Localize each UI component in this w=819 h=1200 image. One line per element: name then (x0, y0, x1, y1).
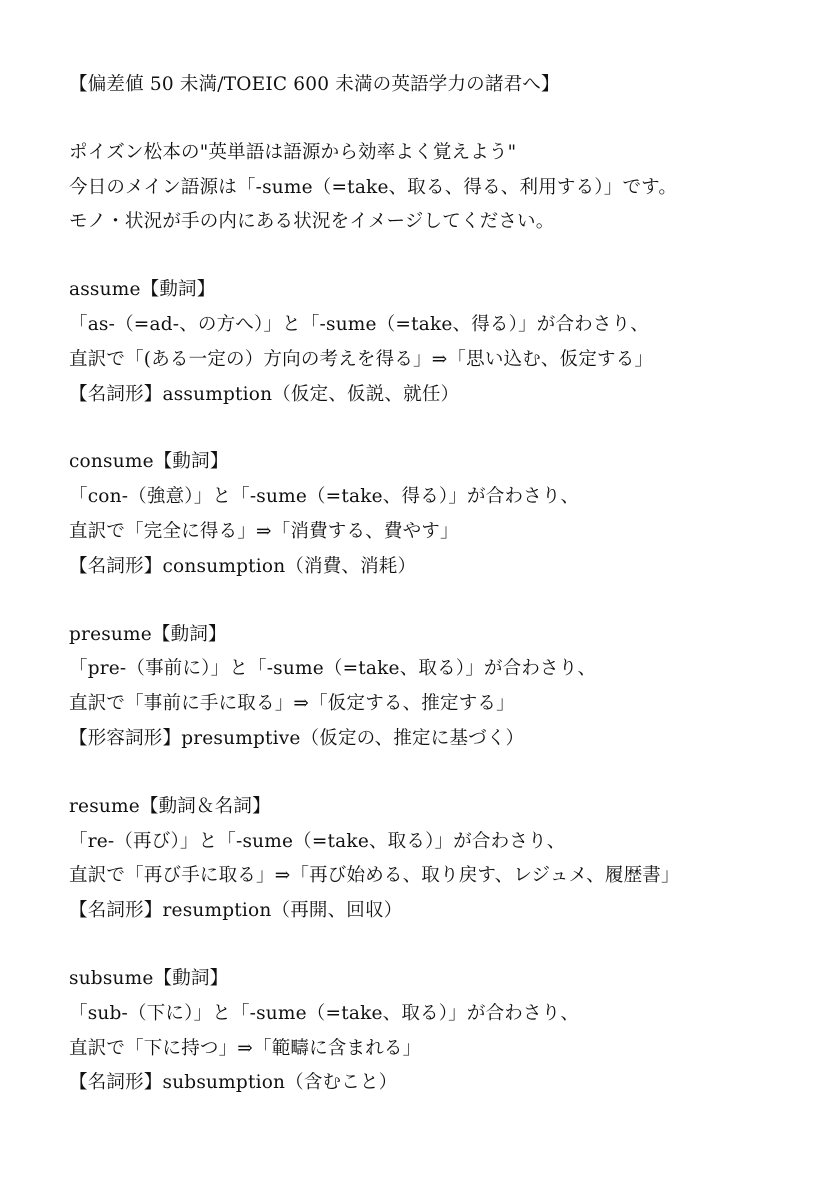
entry-derived-form: 【名詞形】resumption（再開、回収） (69, 900, 403, 922)
entry-subsume (69, 962, 779, 1101)
entry-meaning: 直訳で「再び手に取る」⇒「再び始める、取り戻す、レジュメ、履歴書」 (69, 865, 680, 887)
document-title: 【偏差値 50 未満/TOEIC 600 未満の英語学力の諸君へ】 (69, 74, 560, 95)
entry-etymology: 「re-（再び）」と「-sume（=take、取る）」が合わさり、 (69, 830, 566, 852)
intro-line: モノ・状況が手の内にある状況をイメージしてください。 (69, 211, 555, 233)
entry-derived-form: 【名詞形】consumption（消費、消耗） (69, 555, 417, 577)
entry-headword: resume【動詞＆名詞】 (69, 795, 271, 817)
entry-meaning: 直訳で「下に持つ」⇒「範疇に含まれる」 (69, 1037, 422, 1059)
intro-line: 今日のメイン語源は「-sume（=take、取る、得る、利用する）」です。 (69, 176, 678, 198)
entry-derived-form: 【名詞形】subsumption（含むこと） (69, 1072, 398, 1094)
entry-etymology: 「pre-（事前に）」と「-sume（=take、取る）」が合わさり、 (69, 658, 597, 680)
entry-resume (69, 790, 779, 929)
entry-etymology: 「as-（=ad-、の方へ）」と「-sume（=take、得る）」が合わさり、 (69, 313, 649, 335)
entry-etymology: 「con-（強意）」と「-sume（=take、得る）」が合わさり、 (69, 486, 580, 508)
entry-meaning: 直訳で「事前に手に取る」⇒「仮定する、推定する」 (69, 693, 515, 715)
intro-section (69, 136, 779, 240)
entry-meaning: 直訳で「(ある一定の）方向の考えを得る」⇒「思い込む、仮定する」 (69, 348, 654, 370)
entry-headword: presume【動詞】 (69, 623, 227, 645)
entry-assume (69, 273, 779, 412)
entry-derived-form: 【名詞形】assumption（仮定、仮説、就任） (69, 383, 460, 405)
intro-line: ポイズン松本の"英単語は語源から効率よく覚えよう" (69, 141, 517, 163)
entry-presume (69, 618, 779, 757)
entry-headword: consume【動詞】 (69, 451, 229, 473)
entry-meaning: 直訳で「完全に得る」⇒「消費する、費やす」 (69, 520, 459, 542)
entry-derived-form: 【形容詞形】presumptive（仮定の、推定に基づく） (69, 727, 525, 749)
entry-consume (69, 445, 779, 584)
entry-headword: subsume【動詞】 (69, 967, 229, 989)
entry-etymology: 「sub-（下に）」と「-sume（=take、取る）」が合わさり、 (69, 1002, 580, 1024)
entry-headword: assume【動詞】 (69, 279, 216, 301)
